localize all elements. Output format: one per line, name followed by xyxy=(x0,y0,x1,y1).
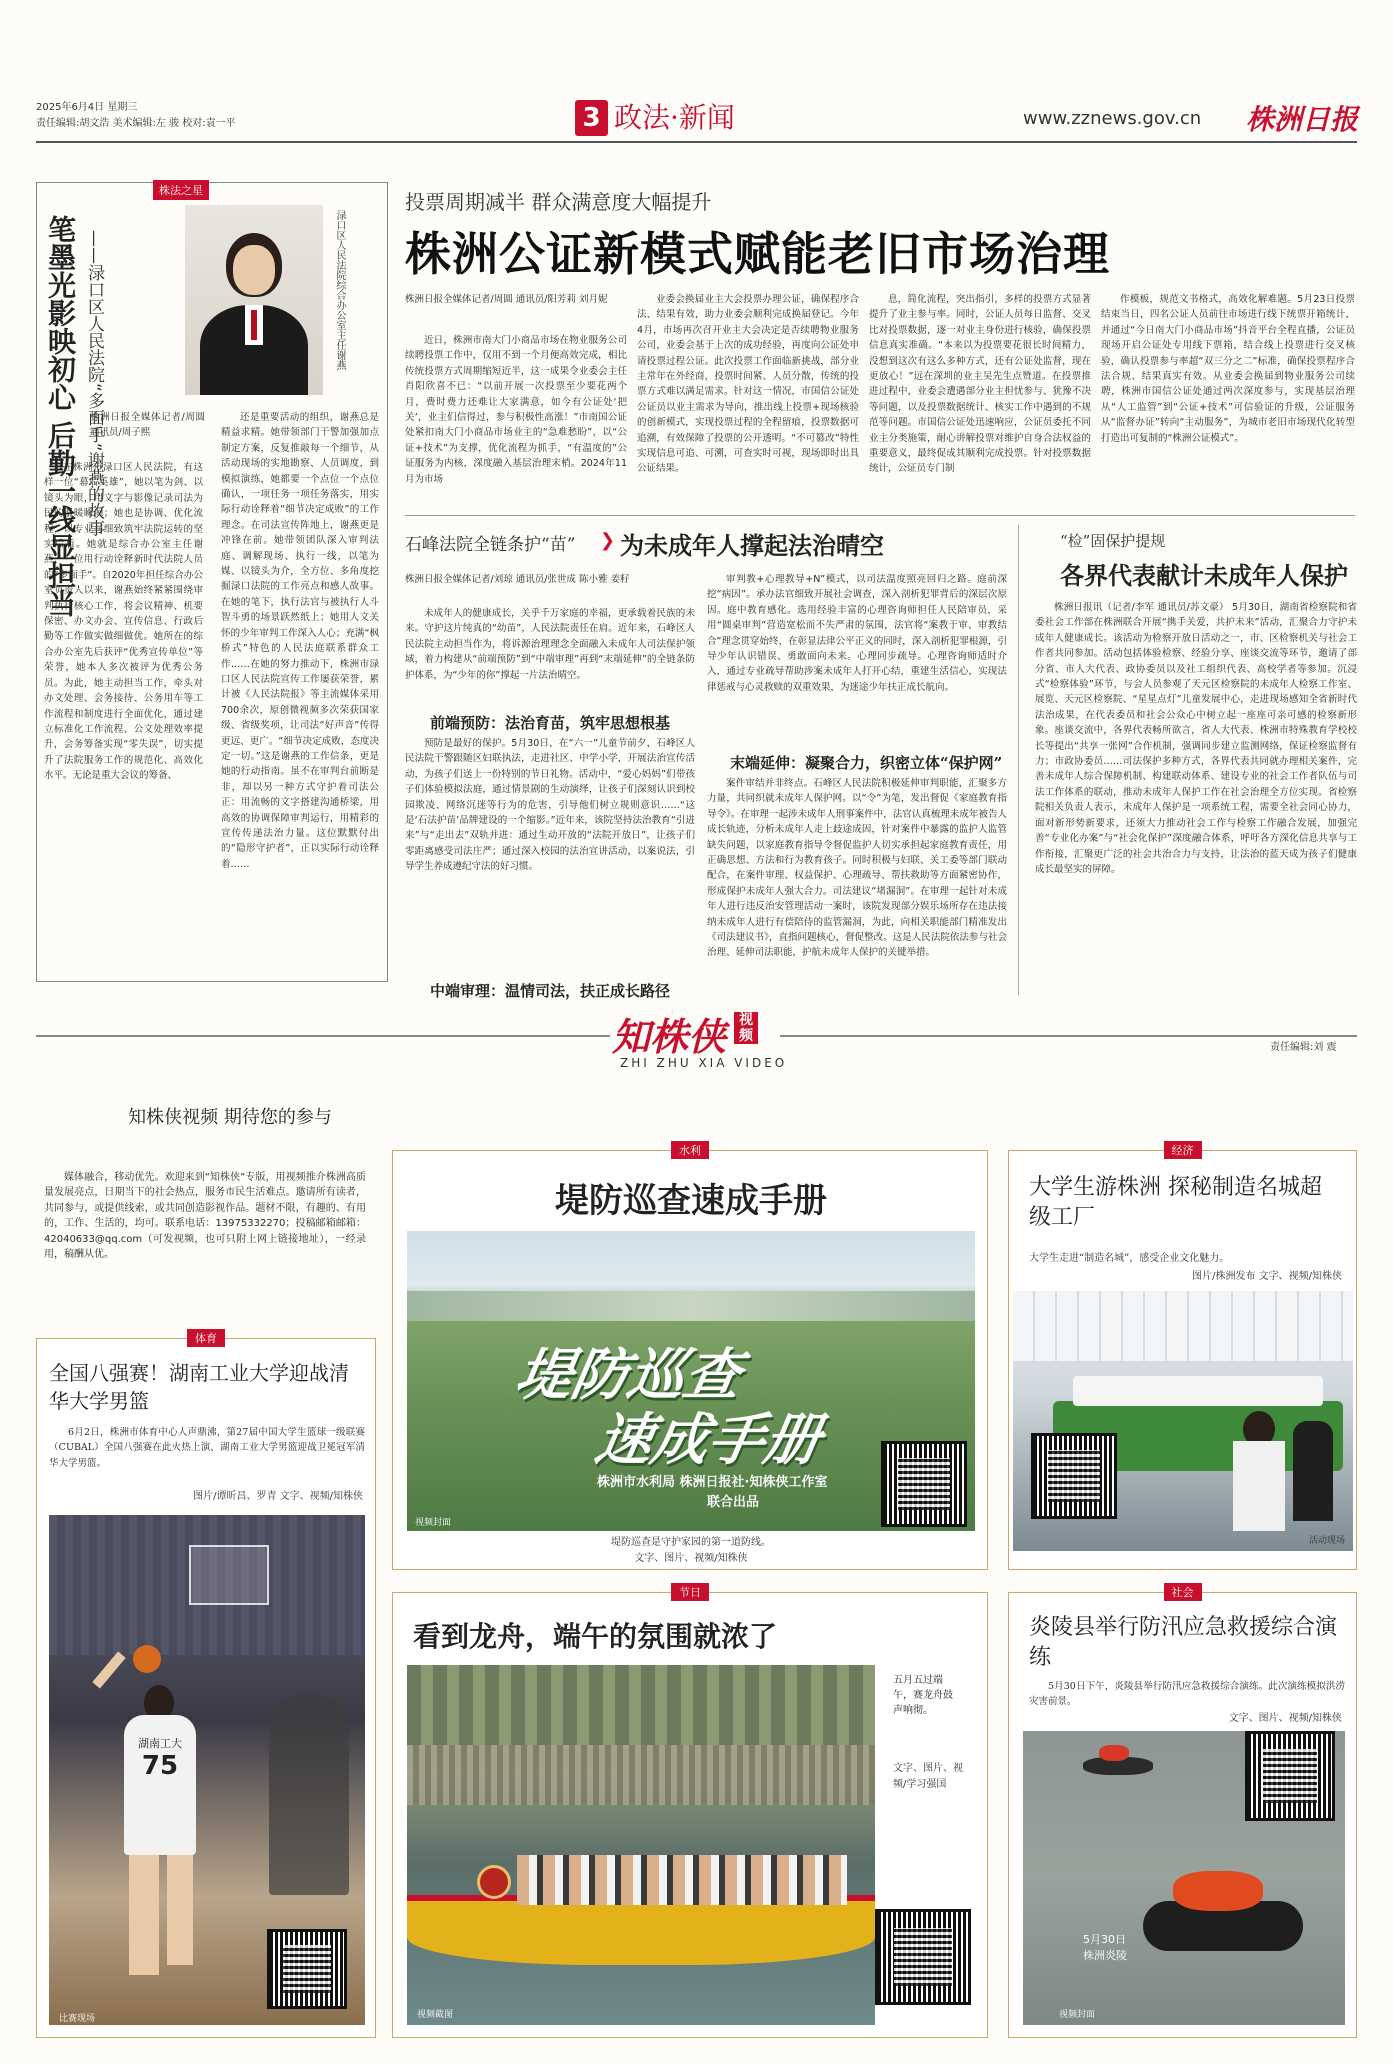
jiancha-body: 株洲日报讯（记者/李军 通讯员/苏文豪） 5月30日，湖南省检察院和省委社会工作部在株洲联合开展“携手关爱，共护未来”活动，汇聚合力守护未成年人健康成长。该活动为检察开放日活动之一，市、区检察机关与社会工作者共同参加。活动包括体验检察、经验分享、座谈交流等环节，邀请了部分省、市人大代表、政协委员以及社工组织代表、高校学者等参加。沉浸式“检察体验”环节，与会人员参观了天元区检察院的未成年人检察工作室、展览、天元区检察院、“星星点灯”儿童发展中心，走进现场感知全省新时代法治成果，在代表委员和社会公众心中树立起一座座可亲可感的检察新形象。座谈交流中，各界代表畅所欲言，省人大代表、株洲市特殊教育学校校长等提出“共享一张网”合作机制，强调同步建立监测网络，保证检察监督有力；市政协委员……司法保护多种方式，各界代表共同就办理相关案件，完善未成年人综合保障机制、构建联动体系、建设专业的社会工作者队伍与司法工作体系的联动，推动未成年人保护工作在社会治理全方位实现。省检察院相关负责人表示，未成年人保护是一项系统工程，需要全社会同心协力，面对新形势新要求，还须大力推动社会工作与检察工作融合发展，加强完善“专业化办案”与“社会化保护”深度融合体系，呼吁各方深化信息共享与工作衔接，汇聚更广泛的社会共治合力与支持，让法治的蓝天成为孩子们健康成长最坚实的屏障。 xyxy=(1035,602,1357,875)
lead-col2: 业委会换届业主大会投票办理公证，确保程序合法、结果有效，助力业委会顺利完成换届登记。今年4月，市场再次召开业主大会决定是否续聘物业服务公司，业委会基于上次的成功经验，再度向公证处申请投票过程公证。此次投票工作面临新挑战，部分业主常年在外经商，投票时间紧、人员分散，传统的投票方式难以满足需求。针对这一情况，市国信公证处公证员以业主需求为导向，推出线上投票+现场核验的创新模式，实现投票过程的全程留痕，投票数据可追溯，有效保障了投票的公开透明。“不可篡改”特性实现信息可追、可溯，可查实时可视，现场即时出具公证结果。 xyxy=(637,294,859,475)
photo-place: 株洲炎陵 xyxy=(1083,1949,1127,1962)
jersey-number: 75 xyxy=(141,1751,179,1781)
card-festival-side-text: 五月五过端午，赛龙舟鼓声响彻。 xyxy=(893,1675,953,1716)
card-society-credit: 文字、图片、视频/知株侠 xyxy=(1228,1713,1342,1724)
page-number: 3 xyxy=(575,100,608,136)
minor-col1b: 预防是最好的保护。5月30日，在“六一”儿童节前夕，石峰区人民法院干警跟随区妇联执法，走进社区、中学小学，开展法治宣传活动，为孩子们送上一份特别的节日礼物。活动中，“爱心妈妈”们带孩子们体验模拟法庭，通过情景剧的生动演绎，让孩子们深刻认识到校园欺凌、网络沉迷等行为的危害，引导他们树立规则意识……“这是‘石法护苗’品牌建设的一个缩影。”近年来，该院坚持法治教育“引进来”与“走出去”双轨并进：通过生动开放的“法院开放日”，让孩子们零距离感受司法庄严；通过深入校园的法治宣讲活动，以案说法，引导学生养成遵纪守法的好习惯。 xyxy=(405,738,695,873)
editor-line: 责任编辑:胡文浩 美术编辑:左 骏 校对:袁一平 xyxy=(36,118,236,129)
card-society-title: 炎陵县举行防汛应急救援综合演练 xyxy=(1029,1615,1338,1670)
profile-byline: 株洲日报全媒体记者/周圆 通讯员/周子熙 xyxy=(90,412,205,439)
card-festival-photo-caption: 视频截图 xyxy=(417,2010,454,2020)
card-sports-title: 全国八强赛！湖南工业大学迎战清华大学男篮 xyxy=(49,1361,349,1413)
card-festival-tag: 节日 xyxy=(671,1583,709,1601)
lead-col4: 作模板，规范文书格式，高效化解难题。5月23日投票结束当日，四名公证人员前往市场进行线下统票开箱统计，并通过“今日南大门小商品市场”抖音平台全程直播，公证员现场开启公证处专用线下票箱，结合线上投票进行交叉核验，确认投票参与率超“双三分之二”标准，确保投票程序合法合规、结果真实有效。从业委会换届到物业服务公司续聘，株洲市国信公证处通过两次深度参与，实现基层治理从“人工监管”到“公证+技术”可信验证的升级，公证服务从“监督办证”转向“主动服务”，为城市老旧市场现代化转型打造出可复制的“株洲公证模式”。 xyxy=(1101,294,1355,444)
card-sports-photo-caption: 比赛现场 xyxy=(59,2014,96,2024)
poster-line1: 堤防巡查 xyxy=(510,1342,747,1408)
video-brand: 知株侠 xyxy=(612,1014,727,1059)
jersey-team: 湖南工大 xyxy=(138,1737,182,1750)
section-title: 政法·新闻 xyxy=(614,101,735,134)
card-society-desc: 5月30日下午，炎陵县举行防汛应急救援综合演练。此次演练模拟洪涝灾害前景。 xyxy=(1029,1681,1345,1708)
card-sports[interactable] xyxy=(36,1332,376,2038)
poster-joint: 联合出品 xyxy=(707,1495,760,1510)
video-pinyin: ZHI ZHU XIA VIDEO xyxy=(620,1056,788,1070)
minor-headline: 为未成年人撑起法治晴空 xyxy=(620,531,884,560)
jiancha-headline: 各界代表献计未成年人保护 xyxy=(1060,561,1348,590)
video-brand-suffix: 视频 xyxy=(734,1012,758,1044)
photo-date: 5月30日 xyxy=(1083,1933,1126,1946)
paper-logo: 株洲日报 xyxy=(1246,103,1359,136)
column-tag: 株法之星 xyxy=(153,180,209,200)
card-society-qr[interactable] xyxy=(1245,1731,1335,1821)
card-water-desc: 堤防巡查是守护家园的第一道防线。 xyxy=(611,1537,771,1548)
card-festival-credit: 文字、图片、视频/学习强国 xyxy=(893,1763,963,1790)
profile-photo-caption: 渌口区人民法院综合办公室主任谢燕 xyxy=(334,210,345,370)
minor-subhead-2: 中端审理：温情司法，扶正成长路径 xyxy=(430,982,671,1000)
card-sports-qr[interactable] xyxy=(267,1929,347,2009)
poster-org: 株洲市水利局 株洲日报社·知株侠工作室 xyxy=(597,1475,828,1490)
card-economy[interactable] xyxy=(1008,1144,1357,1570)
card-water-qr[interactable] xyxy=(881,1441,967,1527)
card-economy-title: 大学生游株洲 探秘制造名城超级工厂 xyxy=(1029,1175,1322,1230)
video-editor: 责任编辑:刘 震 xyxy=(1270,1042,1337,1053)
lead-kicker: 投票周期减半 群众满意度大幅提升 xyxy=(405,190,712,214)
profile-headline: 笔墨光影映初心 后勤一线显担当 xyxy=(44,215,77,617)
minor-arrow-icon: ❯ xyxy=(600,530,616,551)
minor-col2a: 审判教+心理教导+N”模式，以司法温度照亮回归之路。庭前深挖“病因”。承办法官细致开展社会调查，深入剖析犯罪背后的深层次原因。庭中教育感化。选用经验丰富的心理咨询师担任人民陪审员，采用“圆桌审判”营造宽松而不失严肃的氛围，法官将“案教于审、审教结合”理念贯穿始终，在彰显法律公平正义的同时，深入剖析犯罪根源，引导少年认识错误、勇敢面向未来。心理同步疏导。心理咨询师适时介入，通过专业疏导帮助涉案未成年人打开心结，重建生活信心，实现法律惩戒与心灵救赎的双重效果，为迷途少年扶正成长航向。 xyxy=(707,574,1007,693)
minor-byline: 株洲日报全媒体记者/刘琼 通讯员/张世成 陈小雅 姜籽 xyxy=(405,574,630,585)
minor-subhead-1: 前端预防：法治育苗，筑牢思想根基 xyxy=(430,714,671,732)
card-economy-tag: 经济 xyxy=(1164,1141,1202,1159)
card-sports-tag: 体育 xyxy=(187,1329,225,1347)
card-economy-photo-caption: 活动现场 xyxy=(1309,1536,1346,1546)
card-economy-credit: 图片/株洲发布 文字、视频/知株侠 xyxy=(1192,1271,1342,1282)
card-festival-title: 看到龙舟，端午的氛围就浓了 xyxy=(413,1620,778,1653)
card-water-title: 堤防巡查速成手册 xyxy=(555,1181,827,1221)
card-sports-desc: 6月2日，株洲市体育中心人声鼎沸，第27届中国大学生篮球一级联赛（CUBAL）全国八强赛在此火热上演，湖南工业大学男篮迎战卫冕冠军清华大学男篮。 xyxy=(49,1427,365,1469)
lead-col3: 息，简化流程，突出指引，多样的投票方式显著提升了业主参与率。同时，公证人员每日监督、交叉比对投票数据，逐一对业主身份进行核验，确保投票信息真实准确。“本来以为投票要花很长时间精力，没想到这次有这么多种方式，还有公证处监督，现在更放心！”远在深圳的业主吴先生点赞道。在投票推进过程中，业委会遭遇部分业主担忧参与、犹豫不决等问题，以及投票数据统计、核实工作中遇到的不规范等问题。市国信公证处迅速响应，公证员委托不同业主分类施策，耐心讲解投票对维护自身合法权益的重要意义，最终促成其顺利完成投票。针对投票数据统计，公证员专门制 xyxy=(869,294,1091,475)
website[interactable]: www.zznews.gov.cn xyxy=(1023,108,1202,129)
minor-col2b: 案件审结并非终点。石峰区人民法院积极延伸审判职能，汇聚多方力量，共同织就未成年人保护网。以“令”为笔，发出督促《家庭教育指导令》。在审理一起涉未成年人刑事案件中，法官认真梳理未成年被告人成长轨迹，分析未成年人走上歧途成因，针对案件中暴露的监护人监管缺失问题，以家庭教育指导令督促监护人切实承担起家庭教育责任，用正确思想、方法和行为教育孩子。同时积极与妇联、关工委等部门联动配合，在案件审理、权益保护、心理疏导、帮扶救助等方面紧密协作，形成保护未成年人强大合力。司法建议“堵漏洞”。在审理一起针对未成年人进行违反治安管理活动一案时，该院发现部分娱乐场所存在违法接纳未成年人进行有偿陪侍的监管漏洞，为此，向相关职能部门精准发出《司法建议书》，直指问题核心，督促整改。这是人民法院依法参与社会治理、延伸司法职能，护航未成年人保护的关键举措。 xyxy=(707,778,1007,959)
card-water-credit: 文字、图片、视频/知株侠 xyxy=(634,1553,748,1564)
card-society-tag: 社会 xyxy=(1164,1583,1202,1601)
jiancha-kicker: “检”固保护提规 xyxy=(1060,532,1166,550)
minor-kicker: 石峰法院全链条护“苗” xyxy=(405,535,576,555)
profile-photo xyxy=(185,205,323,395)
profile-body-col2: 还是重要活动的组织，谢燕总是精益求精。她带领部门干警加强加点制定方案，反复推敲每一个细节，从活动现场的实地勘察、人员调度，到模拟演练，她都要一个点位一个点位确认，一项任务一项任务落实，用实际行动诠释着“细节决定成败”的工作理念。在司法宣传阵地上，谢燕更是冲锋在前。她带领团队深入审判法庭、调解现场、执行一线，以笔为媒、以镜头为介，全方位、多角度挖掘渌口法院的工作亮点和感人故事。在她的笔下，执行法官与被执行人斗智斗勇的场景跃然纸上；她用人文关怀的少年审判工作深入人心；充满“枫桥式”特色的人民法庭联系群众工作……在她的努力推动下，株洲市渌口区人民法院宣传工作屡获荣誉，累计被《人民法院报》等主流媒体采用700余次，原创微视频多次荣获国家级、省级奖项，让司法“好声音”传得更远、更广。“细节决定成败，态度决定一切。”这是谢燕的工作信条，更是她的行动指南。虽不在审判台前断是非，却以另一种方式守护着司法公正：用流畅的文字搭建沟通桥梁，用高效的协调保障审判运行，用精彩的宣传传递法治力量。这位默默付出的“隐形守护者”，正以实际行动诠释着…… xyxy=(221,412,379,870)
card-sports-credit: 图片/谭昕昌、罗青 文字、视频/知株侠 xyxy=(193,1491,363,1502)
video-intro-body: 媒体融合，移动优先。欢迎来到“知株侠”专版，用视频推介株洲高质量发展亮点，日期当下的社会热点，服务市民生活难点。邀请所有读者，共同参与，或提供线索，或共同创造影视作品。题材不限，有趣的、有用的，工作、生活的，均可。联系电话：13975332270；投稿邮箱邮箱：42040633@qq.com（可发视频，也可只附上网上链接地址），一经录用，稿酬从优。 xyxy=(44,1172,366,1261)
card-water[interactable] xyxy=(392,1144,988,1570)
minor-col1: 未成年人的健康成长，关乎千万家庭的幸福，更承载着民族的未来。守护这片纯真的“幼苗”，人民法院责任在肩。近年来，石峰区人民法院主动担当作为，将诉源治理理念全面融入未成年人司法保护领域，着力构建从“前端预防”到“中端审理”再到“末端延伸”的全链条防护体系，为“少年的你”撑起一片法治晴空。 xyxy=(405,608,695,681)
card-water-tag: 水利 xyxy=(671,1141,709,1159)
profile-body-col1: 在株洲市渌口区人民法院，有这样一位“幕后英雄”，她以笔为剑、以镜头为眼，用文字与影像记录司法为民的温暖瞬间；她也是协调、优化流程，以专业与细致筑牢法院运转的坚实后盾。她就是综合办公室主任谢燕，一位用行动诠释新时代法院人员的“多面手”。自2020年担任综合办公室负责人以来，谢燕始终紧紧围绕审判执行核心工作，将会议精神、机要保密、办文办会、宣传信息、行政后勤等工作做实做细做优。她所在的综合办公室先后获评“优秀宣传单位”等荣誉，她本人多次被评为优秀公务员。为此，她主动担当工作，牵头对办文处理、会务接待、公务用车等工作流程和制度进行全面优化，通过建立标准化工作流程、公文处理效率提升，会务筹备实现“零失误”，切实提升了法院服务工作的规范化、高效化水平。无论是重大会议的筹备、 xyxy=(44,462,203,782)
poster-caption: 视频封面 xyxy=(415,1518,452,1528)
video-intro-title: 知株侠视频 期待您的参与 xyxy=(128,1107,332,1128)
card-society-photo-caption: 视频封面 xyxy=(1059,2010,1096,2020)
card-society[interactable] xyxy=(1008,1586,1357,2038)
profile-subhead: ——渌口区人民法院“多面手”谢燕的故事 xyxy=(84,230,104,537)
poster-line2: 速成手册 xyxy=(590,1407,827,1473)
lead-headline: 株洲公证新模式赋能老旧市场治理 xyxy=(405,227,1110,281)
card-economy-desc: 大学生走进“制造名城”，感受企业文化魅力。 xyxy=(1029,1253,1230,1264)
lead-byline: 株洲日报全媒体记者/周圆 通讯员/阳芳莉 刘月妮 xyxy=(405,294,608,305)
card-festival[interactable] xyxy=(392,1586,988,2038)
card-festival-photo xyxy=(407,1665,875,2025)
card-economy-qr[interactable] xyxy=(1031,1433,1117,1519)
minor-subhead-3: 末端延伸：凝聚合力，织密立体“保护网” xyxy=(730,754,1003,772)
issue-date: 2025年6月4日 星期三 xyxy=(36,102,138,113)
card-festival-qr[interactable] xyxy=(875,1909,971,2005)
lead-col1: 近日，株洲市南大门小商品市场在物业服务公司续聘投票工作中，仅用不到一个月便高效完成，相比传统投票方式周期缩短近半，这一成果令业委会主任肖阳欣喜不已：“以前开展一次投票至少要花两个月，费时费力还难让大家满意，如今有公证处‘把关’，业主们信得过，参与积极性高涨！”市南国公证处紧扣南大门小商品市场业主的“急难愁盼”，以“公证+技术”为支撑，优化流程为抓手，“有温度的”公证服务为内核，深度融入基层治理末梢。2024年11月为市场 xyxy=(405,335,627,485)
